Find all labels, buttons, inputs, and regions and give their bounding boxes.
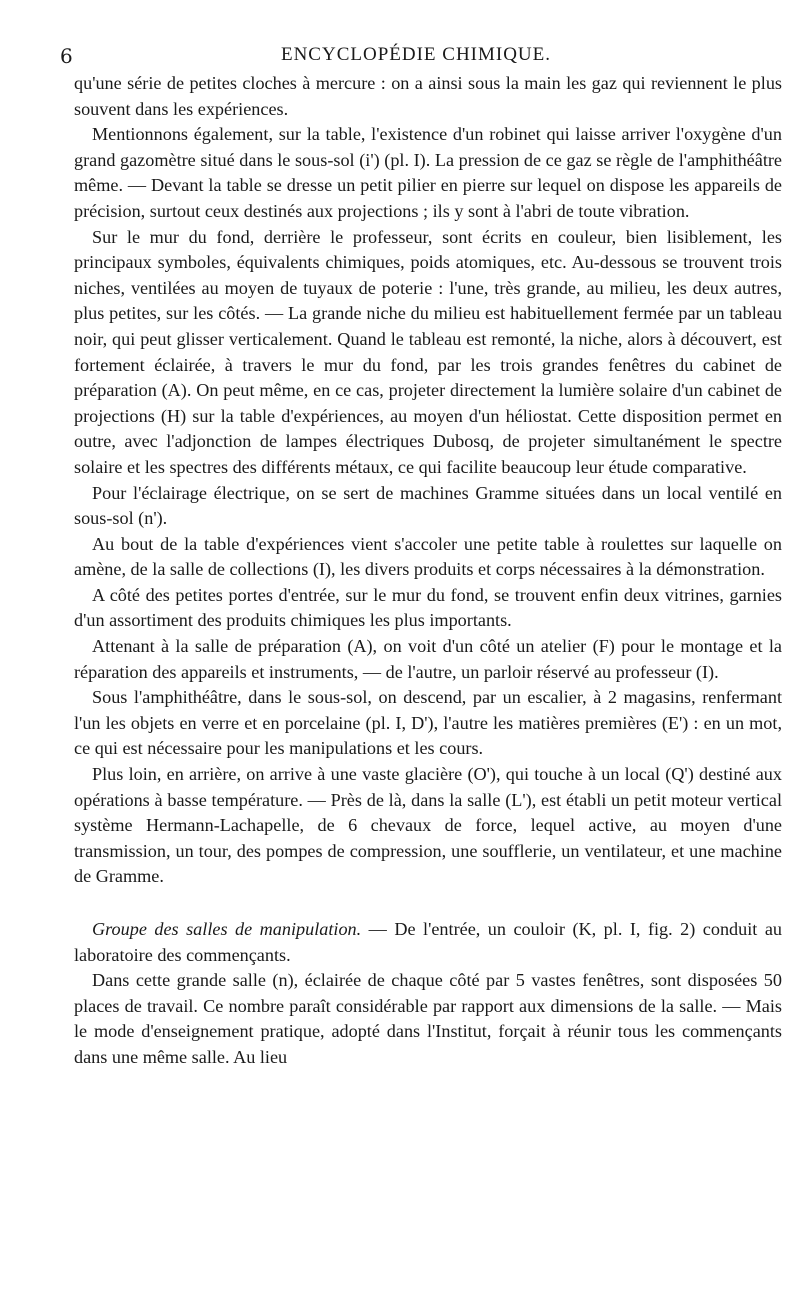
section-title: Groupe des salles de manipulation.	[92, 919, 362, 939]
body-text	[74, 71, 782, 1071]
paragraph: Pour l'éclairage électrique, on se sert de machines Gramme situées dans un local ventilé en sous-sol (n').	[74, 482, 782, 529]
paragraph: Sous l'amphithéâtre, dans le sous-sol, on descend, par un escalier, à 2 magasins, renfermant l'un les objets en verre et en porcelaine (pl. I, D'), l'autre les matières premières (E') : en un mot, ce qui est nécessaire pour les manipulations et les cours.	[74, 687, 782, 759]
page-header	[60, 44, 772, 66]
paragraph: Dans cette grande salle (n), éclairée de chaque côté par 5 vastes fenêtres, sont disposées 50 places de travail. Ce nombre paraît considérable par rapport aux dimensions de la salle. — Mais le mode d'enseignement pratique, adopté dans l'Institut, forçait à réunir tous les commençants dans une même salle. Au lieu	[74, 970, 782, 1067]
section-lead-text: — De l'entrée, un couloir (K, pl. I, fig. 2) conduit au laboratoire des commençants.	[74, 919, 782, 965]
paragraph: Sur le mur du fond, derrière le professeur, sont écrits en couleur, bien lisiblement, les principaux symboles, équivalents chimiques, poids atomiques, etc. Au-dessous se trouvent trois niches, ventilées au moyen de tuyaux de poterie : l'une, très grande, au milieu, les deux autres, plus petites, sur les côtés. — La grande niche du milieu est habituellement fermée par un tableau noir, qui peut glisser verticalement. Quand le tableau est remonté, la niche, alors à découvert, est fortement éclairée, à travers le mur du fond, par les trois grandes fenêtres du cabinet de préparation (A). On peut même, en ce cas, projeter directement la lumière solaire d'un cabinet de projections (H) sur la table d'expériences, au moyen d'un héliostat. Cette disposition permet en outre, avec l'adjonction de lampes électriques Dubosq, de projeter simultanément le spectre solaire et les spectres des différents métaux, ce qui facilite beaucoup leur étude comparative.	[74, 226, 782, 477]
page-number: 6	[60, 44, 73, 68]
paragraph: Mentionnons également, sur la table, l'existence d'un robinet qui laisse arriver l'oxygène d'un grand gazomètre situé dans le sous-sol (i') (pl. I). La pression de ce gaz se règle de l'amphithéâtre même. — Devant la table se dresse un petit pilier en pierre sur lequel on dispose les appareils de précision, surtout ceux destinés aux projections ; ils y sont à l'abri de toute vibration.	[74, 124, 782, 221]
paragraph: A côté des petites portes d'entrée, sur le mur du fond, se trouvent enfin deux vitrines, garnies d'un assortiment des produits chimiques les plus importants.	[74, 584, 782, 631]
paragraph: Au bout de la table d'expériences vient s'accoler une petite table à roulettes sur laquelle on amène, de la salle de collections (I), les divers produits et corps nécessaires à la démonstration.	[74, 533, 782, 580]
running-title: ENCYCLOPÉDIE CHIMIQUE.	[280, 44, 552, 65]
paragraph: Plus loin, en arrière, on arrive à une vaste glacière (O'), qui touche à un local (Q') destiné aux opérations à basse température. — Près de là, dans la salle (L'), est établi un petit moteur vertical système Hermann-Lachapelle, de 6 chevaux de force, lequel active, au moyen d'une transmission, un tour, des pompes de compression, une soufflerie, un ventilateur, et une machine de Gramme.	[74, 764, 782, 887]
section-paragraph	[74, 917, 782, 968]
paragraph: Attenant à la salle de préparation (A), on voit d'un côté un atelier (F) pour le montage et la réparation des appareils et instruments, — de l'autre, un parloir réservé au professeur (I).	[74, 636, 782, 682]
paragraph: qu'une série de petites cloches à mercure : on a ainsi sous la main les gaz qui reviennent le plus souvent dans les expériences.	[74, 73, 782, 119]
